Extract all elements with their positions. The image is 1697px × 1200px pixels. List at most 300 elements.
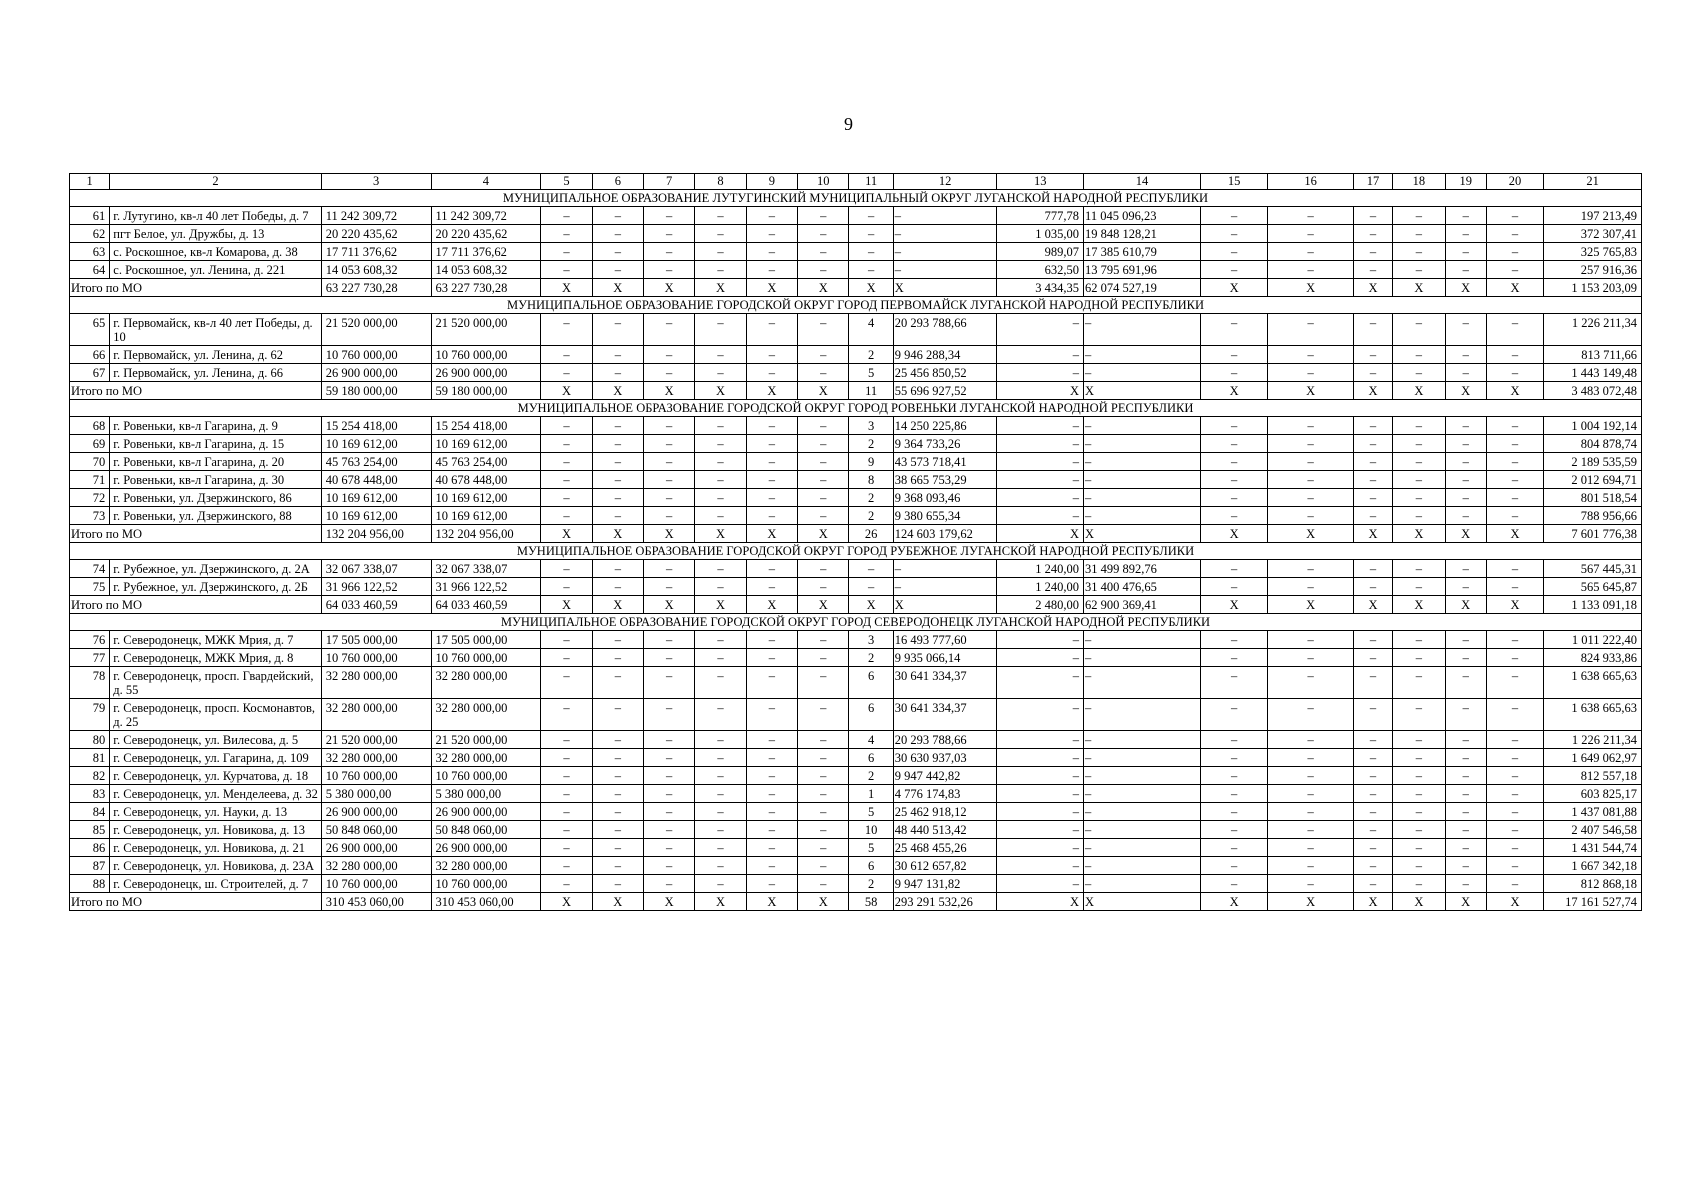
total-value: Х — [849, 279, 893, 297]
value-cell: – — [1445, 364, 1486, 382]
value-cell: – — [1084, 364, 1201, 382]
value-cell: 372 307,41 — [1544, 225, 1642, 243]
value-cell: – — [1393, 364, 1445, 382]
value-cell: – — [1084, 699, 1201, 731]
value-cell: – — [1200, 749, 1267, 767]
value-cell: – — [644, 471, 695, 489]
section-title: МУНИЦИПАЛЬНОЕ ОБРАЗОВАНИЕ ЛУТУГИНСКИЙ МУНИЦИПАЛЬНЫЙ ОКРУГ ЛУГАНСКОЙ НАРОДНОЙ РЕСПУБЛИКИ — [70, 190, 1642, 207]
address-cell: г. Северодонецк, ул. Курчатова, д. 18 — [110, 767, 321, 785]
value-cell: 26 900 000,00 — [321, 364, 431, 382]
value-cell: – — [592, 225, 643, 243]
value-cell: 6 — [849, 749, 893, 767]
row-number: 87 — [70, 857, 110, 875]
value-cell: – — [1445, 785, 1486, 803]
row-number: 80 — [70, 731, 110, 749]
value-cell: – — [1353, 207, 1392, 225]
table-row — [70, 803, 1642, 821]
value-cell: – — [746, 699, 797, 731]
value-cell: – — [1445, 839, 1486, 857]
value-cell: – — [1445, 207, 1486, 225]
value-cell: 1 431 544,74 — [1544, 839, 1642, 857]
table-row — [70, 225, 1642, 243]
value-cell: – — [1268, 435, 1354, 453]
value-cell: – — [541, 453, 592, 471]
value-cell: – — [1353, 314, 1392, 346]
total-value: Х — [1445, 279, 1486, 297]
value-cell: – — [644, 821, 695, 839]
value-cell: – — [592, 261, 643, 279]
value-cell: 2 — [849, 875, 893, 893]
value-cell: – — [798, 803, 849, 821]
value-cell: – — [1486, 649, 1543, 667]
total-row — [70, 382, 1642, 400]
value-cell: – — [1486, 667, 1543, 699]
value-cell: – — [1486, 471, 1543, 489]
value-cell: – — [1445, 749, 1486, 767]
value-cell: – — [1445, 578, 1486, 596]
value-cell: 4 — [849, 731, 893, 749]
value-cell: 11 242 309,72 — [321, 207, 431, 225]
value-cell: – — [1200, 364, 1267, 382]
value-cell: – — [893, 225, 997, 243]
value-cell: – — [746, 417, 797, 435]
value-cell: – — [541, 749, 592, 767]
address-cell: г. Первомайск, кв-л 40 лет Победы, д. 10 — [110, 314, 321, 346]
value-cell: – — [541, 560, 592, 578]
value-cell: 21 520 000,00 — [321, 314, 431, 346]
value-cell: – — [1486, 207, 1543, 225]
value-cell: – — [1353, 560, 1392, 578]
value-cell: – — [893, 207, 997, 225]
value-cell: – — [644, 875, 695, 893]
total-value: Х — [997, 893, 1084, 911]
value-cell: – — [746, 803, 797, 821]
value-cell: 13 795 691,96 — [1084, 261, 1201, 279]
value-cell: – — [997, 471, 1084, 489]
value-cell: – — [1486, 578, 1543, 596]
value-cell: – — [1268, 314, 1354, 346]
value-cell: 6 — [849, 857, 893, 875]
value-cell: 10 760 000,00 — [321, 346, 431, 364]
value-cell: – — [997, 857, 1084, 875]
table-row — [70, 667, 1642, 699]
value-cell: 2 — [849, 435, 893, 453]
value-cell: 812 868,18 — [1544, 875, 1642, 893]
address-cell: г. Северодонецк, ул. Гагарина, д. 109 — [110, 749, 321, 767]
row-number: 74 — [70, 560, 110, 578]
value-cell: – — [1393, 471, 1445, 489]
value-cell: 9 946 288,34 — [893, 346, 997, 364]
total-value: 62 900 369,41 — [1084, 596, 1201, 614]
value-cell: 3 — [849, 417, 893, 435]
value-cell: 25 462 918,12 — [893, 803, 997, 821]
row-number: 73 — [70, 507, 110, 525]
value-cell: – — [1393, 803, 1445, 821]
value-cell: 10 — [849, 821, 893, 839]
value-cell: – — [746, 261, 797, 279]
value-cell: – — [695, 364, 746, 382]
address-cell: г. Северодонецк, ул. Вилесова, д. 5 — [110, 731, 321, 749]
total-value: 64 033 460,59 — [321, 596, 431, 614]
value-cell: – — [1200, 225, 1267, 243]
value-cell: – — [1200, 731, 1267, 749]
value-cell: – — [592, 207, 643, 225]
value-cell: 1 011 222,40 — [1544, 631, 1642, 649]
value-cell: – — [1200, 471, 1267, 489]
value-cell: – — [1393, 225, 1445, 243]
value-cell: 1 638 665,63 — [1544, 699, 1642, 731]
value-cell: – — [997, 346, 1084, 364]
value-cell: 32 280 000,00 — [431, 667, 541, 699]
value-cell: – — [798, 507, 849, 525]
value-cell: – — [1084, 785, 1201, 803]
value-cell: – — [1268, 821, 1354, 839]
total-value: 7 601 776,38 — [1544, 525, 1642, 543]
value-cell: – — [1445, 649, 1486, 667]
table-row — [70, 731, 1642, 749]
value-cell: – — [798, 699, 849, 731]
value-cell: – — [1200, 578, 1267, 596]
value-cell: 5 — [849, 839, 893, 857]
value-cell: – — [1445, 346, 1486, 364]
section-title: МУНИЦИПАЛЬНОЕ ОБРАЗОВАНИЕ ГОРОДСКОЙ ОКРУГ ГОРОД РУБЕЖНОЕ ЛУГАНСКОЙ НАРОДНОЙ РЕСПУБЛИКИ — [70, 543, 1642, 560]
row-number: 86 — [70, 839, 110, 857]
value-cell: – — [1200, 785, 1267, 803]
value-cell: – — [592, 364, 643, 382]
value-cell: – — [695, 821, 746, 839]
value-cell: – — [1486, 631, 1543, 649]
column-number-header: 13 — [997, 174, 1084, 190]
address-cell: г. Северодонецк, МЖК Мрия, д. 8 — [110, 649, 321, 667]
row-number: 79 — [70, 699, 110, 731]
row-number: 75 — [70, 578, 110, 596]
value-cell: – — [644, 578, 695, 596]
value-cell: 6 — [849, 699, 893, 731]
total-value: Х — [1445, 382, 1486, 400]
value-cell: – — [1393, 435, 1445, 453]
value-cell: – — [592, 785, 643, 803]
value-cell: – — [798, 749, 849, 767]
column-number-header: 20 — [1486, 174, 1543, 190]
value-cell: – — [1393, 346, 1445, 364]
total-value: Х — [1200, 279, 1267, 297]
value-cell: – — [746, 649, 797, 667]
value-cell: – — [592, 731, 643, 749]
value-cell: – — [1268, 803, 1354, 821]
value-cell: – — [1084, 417, 1201, 435]
total-value: Х — [997, 525, 1084, 543]
table-row — [70, 207, 1642, 225]
value-cell: 32 280 000,00 — [431, 857, 541, 875]
total-value: 132 204 956,00 — [431, 525, 541, 543]
value-cell: – — [1200, 803, 1267, 821]
address-cell: г. Ровеньки, кв-л Гагарина, д. 9 — [110, 417, 321, 435]
value-cell: – — [1486, 749, 1543, 767]
value-cell: – — [695, 243, 746, 261]
value-cell: – — [1200, 417, 1267, 435]
total-value: Х — [644, 525, 695, 543]
value-cell: – — [1268, 731, 1354, 749]
total-value: 2 480,00 — [997, 596, 1084, 614]
row-number: 85 — [70, 821, 110, 839]
total-value: 59 180 000,00 — [431, 382, 541, 400]
value-cell: 257 916,36 — [1544, 261, 1642, 279]
value-cell: – — [695, 649, 746, 667]
column-number-header: 21 — [1544, 174, 1642, 190]
value-cell: – — [592, 560, 643, 578]
total-value: Х — [592, 893, 643, 911]
total-value: Х — [1268, 525, 1354, 543]
value-cell: – — [798, 471, 849, 489]
total-value: Х — [1445, 893, 1486, 911]
value-cell: – — [1353, 667, 1392, 699]
value-cell: – — [1200, 507, 1267, 525]
value-cell: – — [1353, 785, 1392, 803]
value-cell: – — [1393, 821, 1445, 839]
value-cell: – — [1353, 261, 1392, 279]
value-cell: – — [1353, 749, 1392, 767]
value-cell: – — [541, 578, 592, 596]
value-cell: – — [1393, 749, 1445, 767]
value-cell: – — [746, 207, 797, 225]
row-number: 81 — [70, 749, 110, 767]
value-cell: – — [1084, 803, 1201, 821]
value-cell: – — [997, 364, 1084, 382]
value-cell: – — [1268, 699, 1354, 731]
value-cell: 31 966 122,52 — [431, 578, 541, 596]
value-cell: 10 760 000,00 — [431, 649, 541, 667]
total-value: Х — [592, 525, 643, 543]
value-cell: – — [695, 839, 746, 857]
value-cell: – — [1486, 785, 1543, 803]
value-cell: – — [798, 578, 849, 596]
total-value: Х — [997, 382, 1084, 400]
table-row — [70, 243, 1642, 261]
value-cell: – — [1084, 507, 1201, 525]
value-cell: 567 445,31 — [1544, 560, 1642, 578]
total-row — [70, 525, 1642, 543]
row-number: 64 — [70, 261, 110, 279]
value-cell: – — [1445, 225, 1486, 243]
section-title-row — [70, 400, 1642, 417]
value-cell: 2 189 535,59 — [1544, 453, 1642, 471]
value-cell: – — [1393, 631, 1445, 649]
value-cell: 10 760 000,00 — [321, 767, 431, 785]
value-cell: – — [541, 839, 592, 857]
value-cell: – — [798, 243, 849, 261]
value-cell: – — [1486, 346, 1543, 364]
table-row — [70, 821, 1642, 839]
value-cell: 14 053 608,32 — [321, 261, 431, 279]
value-cell: – — [1486, 507, 1543, 525]
address-cell: г. Первомайск, ул. Ленина, д. 62 — [110, 346, 321, 364]
row-number: 84 — [70, 803, 110, 821]
value-cell: – — [1393, 699, 1445, 731]
value-cell: – — [997, 667, 1084, 699]
value-cell: – — [644, 417, 695, 435]
value-cell: 3 — [849, 631, 893, 649]
value-cell: – — [746, 785, 797, 803]
value-cell: – — [849, 243, 893, 261]
value-cell: – — [1393, 261, 1445, 279]
table-row — [70, 507, 1642, 525]
total-value: Х — [1393, 279, 1445, 297]
value-cell: – — [1486, 314, 1543, 346]
value-cell: – — [746, 225, 797, 243]
total-value: Х — [1268, 382, 1354, 400]
value-cell: – — [1200, 821, 1267, 839]
address-cell: г. Рубежное, ул. Дзержинского, д. 2Б — [110, 578, 321, 596]
value-cell: 10 760 000,00 — [431, 346, 541, 364]
value-cell: 4 — [849, 314, 893, 346]
value-cell: – — [798, 435, 849, 453]
value-cell: 10 760 000,00 — [431, 767, 541, 785]
value-cell: – — [798, 314, 849, 346]
value-cell: – — [798, 649, 849, 667]
value-cell: 1 667 342,18 — [1544, 857, 1642, 875]
total-value: Х — [695, 893, 746, 911]
value-cell: 5 — [849, 803, 893, 821]
value-cell: – — [592, 578, 643, 596]
value-cell: – — [1084, 821, 1201, 839]
value-cell: – — [592, 314, 643, 346]
value-cell: – — [1353, 767, 1392, 785]
value-cell: 31 499 892,76 — [1084, 560, 1201, 578]
row-number: 70 — [70, 453, 110, 471]
value-cell: 31 400 476,65 — [1084, 578, 1201, 596]
value-cell: – — [1486, 243, 1543, 261]
total-value: Х — [644, 279, 695, 297]
value-cell: 19 848 128,21 — [1084, 225, 1201, 243]
value-cell: 17 711 376,62 — [321, 243, 431, 261]
value-cell: – — [1445, 667, 1486, 699]
value-cell: – — [798, 767, 849, 785]
value-cell: – — [849, 207, 893, 225]
total-value: 26 — [849, 525, 893, 543]
total-value: Х — [1486, 382, 1543, 400]
column-number-header: 11 — [849, 174, 893, 190]
table-row — [70, 839, 1642, 857]
total-value: Х — [541, 596, 592, 614]
address-cell: г. Северодонецк, ул. Новикова, д. 23А — [110, 857, 321, 875]
value-cell: 20 293 788,66 — [893, 314, 997, 346]
total-label: Итого по МО — [70, 279, 322, 297]
value-cell: – — [798, 631, 849, 649]
value-cell: – — [1445, 243, 1486, 261]
value-cell: – — [644, 346, 695, 364]
value-cell: – — [695, 453, 746, 471]
total-value: 124 603 179,62 — [893, 525, 997, 543]
value-cell: – — [1084, 857, 1201, 875]
value-cell: 2 — [849, 346, 893, 364]
value-cell: – — [644, 649, 695, 667]
address-cell: г. Ровеньки, ул. Дзержинского, 86 — [110, 489, 321, 507]
total-value: Х — [746, 893, 797, 911]
value-cell: – — [1268, 364, 1354, 382]
value-cell: – — [541, 767, 592, 785]
table-row — [70, 346, 1642, 364]
value-cell: – — [1486, 560, 1543, 578]
value-cell: – — [1486, 435, 1543, 453]
value-cell: – — [592, 875, 643, 893]
column-number-header: 16 — [1268, 174, 1354, 190]
total-value: Х — [1393, 382, 1445, 400]
value-cell: – — [1486, 875, 1543, 893]
value-cell: – — [1393, 731, 1445, 749]
address-cell: г. Ровеньки, ул. Дзержинского, 88 — [110, 507, 321, 525]
value-cell: 9 368 093,46 — [893, 489, 997, 507]
value-cell: – — [1445, 471, 1486, 489]
value-cell: – — [1200, 435, 1267, 453]
value-cell: 17 505 000,00 — [431, 631, 541, 649]
value-cell: – — [1268, 631, 1354, 649]
value-cell: – — [997, 839, 1084, 857]
value-cell: – — [644, 667, 695, 699]
value-cell: – — [644, 749, 695, 767]
value-cell: – — [1084, 471, 1201, 489]
value-cell: 5 380 000,00 — [321, 785, 431, 803]
value-cell: – — [695, 631, 746, 649]
value-cell: – — [1200, 767, 1267, 785]
value-cell: 43 573 718,41 — [893, 453, 997, 471]
address-cell: г. Ровеньки, кв-л Гагарина, д. 20 — [110, 453, 321, 471]
value-cell: 21 520 000,00 — [431, 731, 541, 749]
value-cell: – — [1268, 489, 1354, 507]
value-cell: – — [541, 435, 592, 453]
total-value: Х — [695, 525, 746, 543]
value-cell: – — [746, 314, 797, 346]
value-cell: – — [695, 875, 746, 893]
value-cell: – — [644, 364, 695, 382]
value-cell: 1 — [849, 785, 893, 803]
row-number: 76 — [70, 631, 110, 649]
value-cell: 777,78 — [997, 207, 1084, 225]
value-cell: – — [997, 649, 1084, 667]
value-cell: – — [541, 667, 592, 699]
value-cell: – — [1084, 767, 1201, 785]
total-value: Х — [798, 279, 849, 297]
total-value: 63 227 730,28 — [431, 279, 541, 297]
total-value: Х — [746, 525, 797, 543]
value-cell: – — [644, 243, 695, 261]
value-cell: – — [746, 364, 797, 382]
value-cell: – — [592, 857, 643, 875]
value-cell: – — [695, 699, 746, 731]
row-number: 66 — [70, 346, 110, 364]
value-cell: 32 280 000,00 — [321, 749, 431, 767]
value-cell: – — [798, 857, 849, 875]
address-cell: г. Северодонецк, МЖК Мрия, д. 7 — [110, 631, 321, 649]
value-cell: 1 437 081,88 — [1544, 803, 1642, 821]
total-value: 310 453 060,00 — [321, 893, 431, 911]
value-cell: – — [592, 667, 643, 699]
value-cell: – — [746, 489, 797, 507]
value-cell: – — [1445, 453, 1486, 471]
value-cell: 824 933,86 — [1544, 649, 1642, 667]
row-number: 72 — [70, 489, 110, 507]
value-cell: 6 — [849, 667, 893, 699]
value-cell: – — [1393, 875, 1445, 893]
value-cell: 2 — [849, 489, 893, 507]
value-cell: – — [1353, 839, 1392, 857]
value-cell: 15 254 418,00 — [431, 417, 541, 435]
value-cell: – — [1486, 364, 1543, 382]
value-cell: – — [541, 261, 592, 279]
table-row — [70, 699, 1642, 731]
table-row — [70, 578, 1642, 596]
value-cell: – — [1486, 417, 1543, 435]
value-cell: – — [1486, 225, 1543, 243]
